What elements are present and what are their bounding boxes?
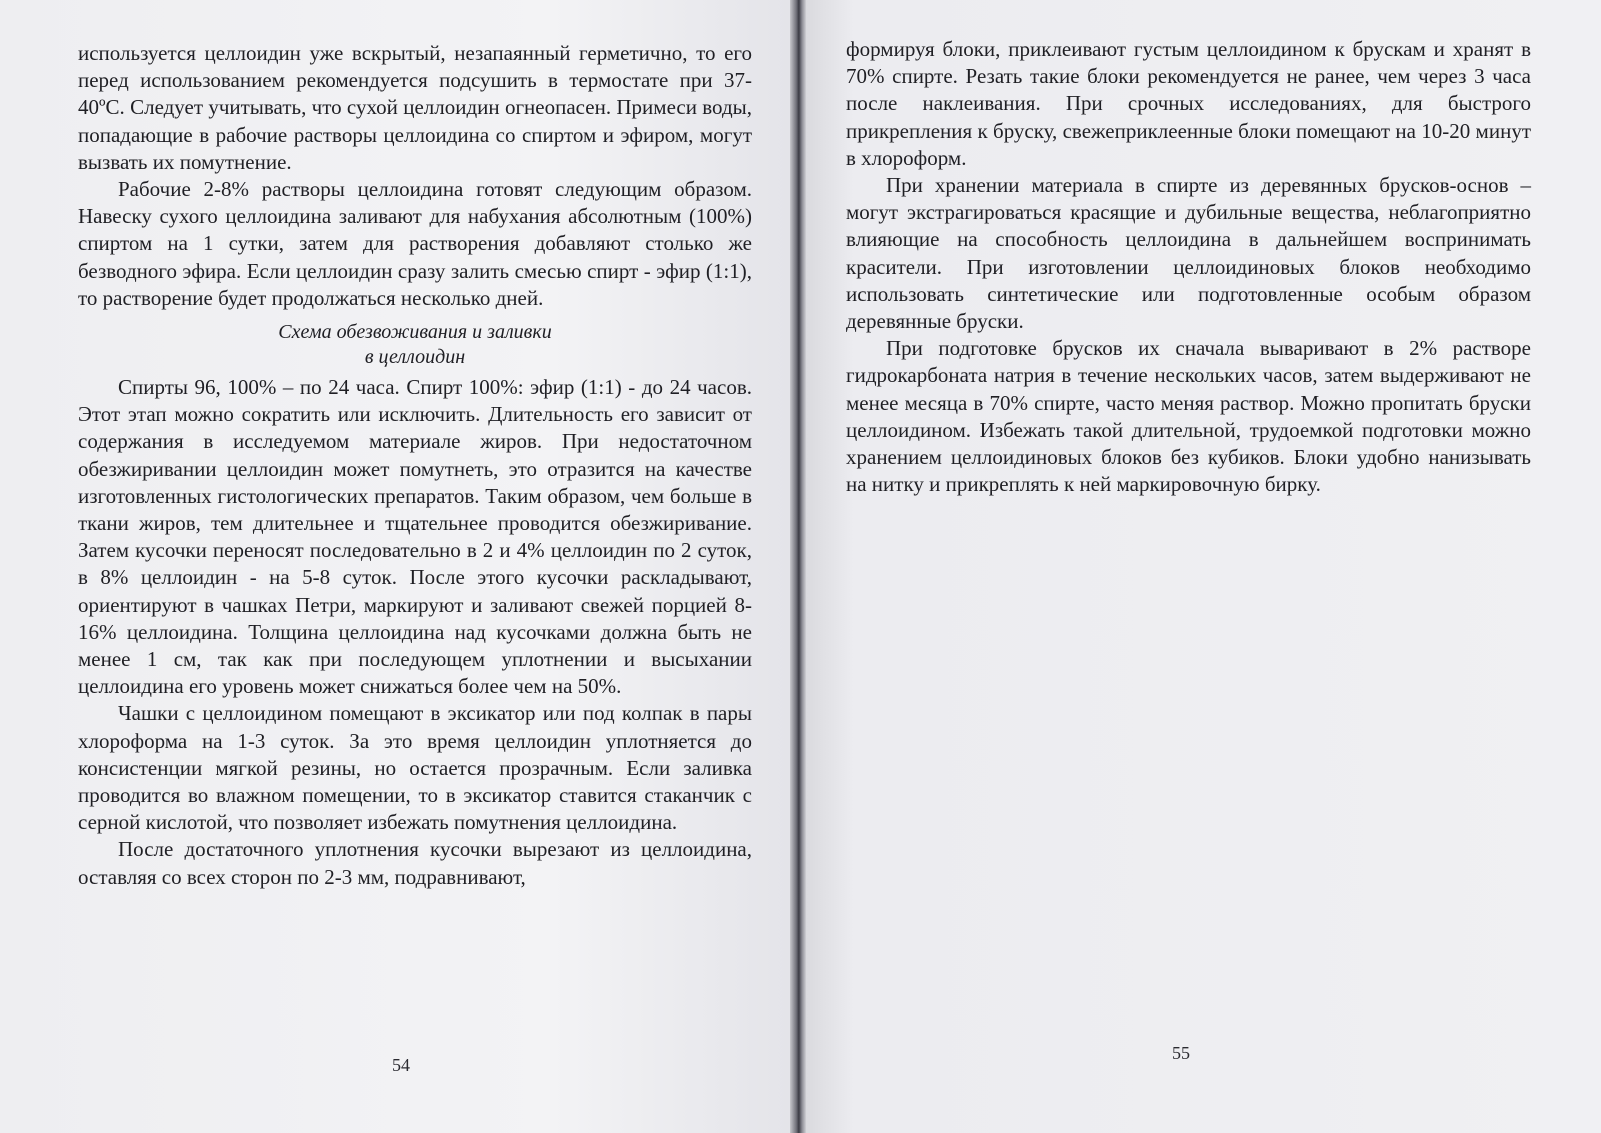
book-gutter (790, 0, 806, 1133)
paragraph: При подготовке брусков их сначала вываривают в 2% растворе гидрокарбоната натрия в течение нескольких часов, затем выдерживают не менее месяца в 70% спирте, часто меняя раствор. Можно пропитать бруски целлоидином. Избежать такой длительной, трудоемкой подготовки можно хранением целлоидиновых блоков без кубиков. Блоки удобно нанизывать на нитку и прикреплять к ней маркировочную бирку. (846, 336, 1531, 497)
page-number: 55 (1172, 1043, 1190, 1063)
right-page (806, 0, 1601, 1133)
paragraph: Рабочие 2-8% растворы целлоидина готовят следующим образом. Навеску сухого целлоидина заливают для набухания абсолютным (100%) спиртом на 1 сутки, затем для растворения добавляют столько же безводного эфира. Если целлоидин сразу залить смесью спирт - эфир (1:1), то растворение будет продолжаться несколько дней. (78, 177, 752, 310)
section-heading (78, 320, 752, 370)
paragraph: формируя блоки, приклеивают густым целлоидином к брускам и хранят в 70% спирте. Резать такие блоки рекомендуется не ранее, чем через 3 часа после наклеивания. При срочных исследованиях, для быстрого прикрепления к бруску, свежеприклеенные блоки помещают на 10-20 минут в хлороформ. (846, 37, 1531, 170)
section-heading-line-2: в целлоидин (364, 346, 466, 369)
page-number: 54 (392, 1055, 410, 1075)
paragraph: используется целлоидин уже вскрытый, незапаянный герметично, то его перед использованием рекомендуется подсушить в термостате при 37-40ºС. Следует учитывать, что сухой целлоидин огнеопасен. Примеси воды, попадающие в рабочие растворы целлоидина со спиртом и эфиром, могут вызвать их помутнение. (78, 41, 752, 174)
left-page (0, 0, 790, 1133)
paragraph: При хранении материала в спирте из деревянных брусков-оснoв – могут экстрагироваться красящие и дубильные вещества, неблагоприятно влияющие на способность целлоидина в дальнейшем воспринимать красители. При изготовлении целлоидиновых блоков необходимо использовать синтетические или подготовленные особым образом деревянные бруски. (846, 173, 1531, 334)
paragraph: Спирты 96, 100% – по 24 часа. Спирт 100%: эфир (1:1) - до 24 часов. Этот этап можно сократить или исключить. Длительность его зависит от содержания в исследуемом материале жиров. При недостаточном обезжиривании целлоидин может помутнеть, это отразится на качестве изготовленных гистологических препаратов. Таким образом, чем больше в ткани жиров, тем длительнее и тщательнее проводится обезжиривание. Затем кусочки переносят последовательно в 2 и 4% целлоидин по 2 суток, в 8% целлоидин - на 5-8 суток. После этого кусочки раскладывают, ориентируют в чашках Петри, маркируют и заливают свежей порцией 8-16% целлоидина. Толщина целлоидина над кусочками должна быть не менее 1 см, так как при последующем уплотнении и высыхании целлоидина его уровень может снижаться более чем на 50%. (78, 375, 752, 699)
paragraph: Чашки с целлоидином помещают в эксикатор или под колпак в пары хлороформа на 1-3 суток. За это время целлоидин уплотняется до консистенции мягкой резины, но остается прозрачным. Если заливка проводится во влажном помещении, то в эксикатор ставится стаканчик с серной кислотой, что позволяет избежать помутнения целлоидина. (78, 701, 752, 835)
section-heading-line-1: Схема обезвоживания и заливки (278, 321, 552, 344)
paragraph: После достаточного уплотнения кусочки вырезают из целлоидина, оставляя со всех сторон по 2-3 мм, подравнивают, (78, 837, 752, 889)
